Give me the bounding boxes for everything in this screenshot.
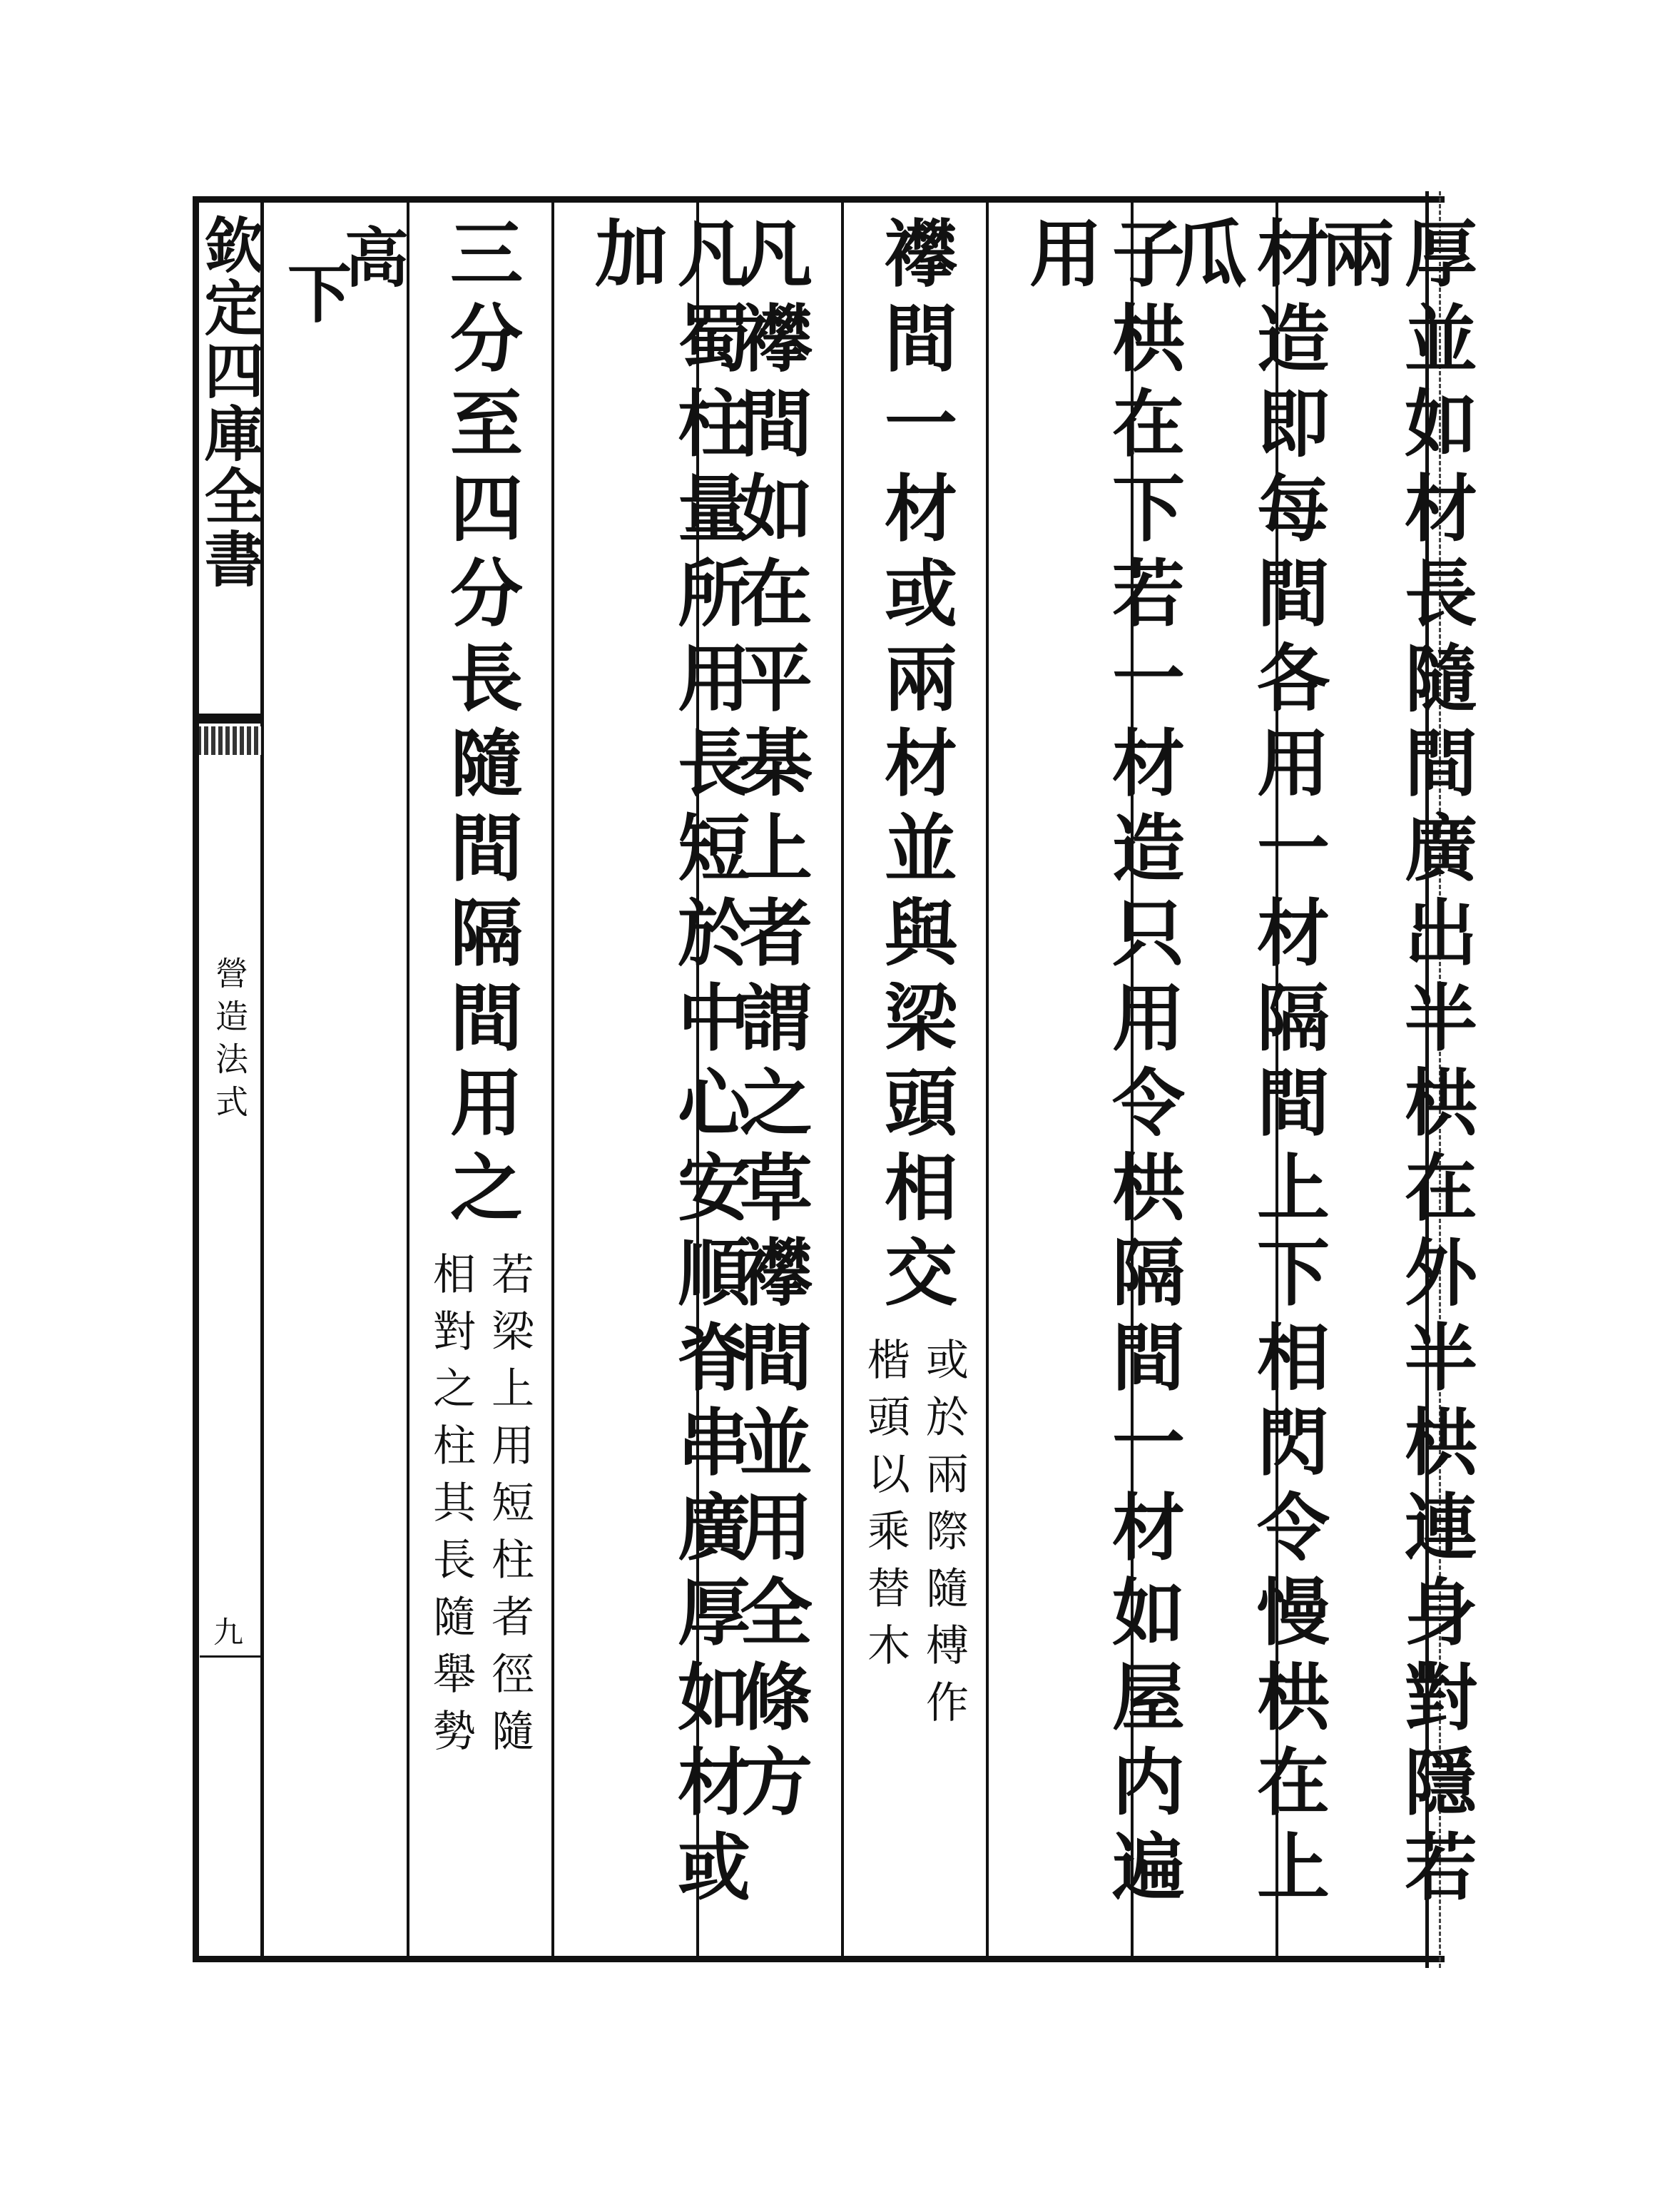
column-6-text: 凡蜀柱量所用長短於中心安順脊串廣厚如材或加 <box>583 215 751 1914</box>
text-column-3 <box>986 203 1186 1956</box>
fishtail-mark <box>197 714 261 724</box>
column-4-text: 襻間一材或兩材並與梁頭相交 <box>872 215 958 1319</box>
folio-rule <box>200 1655 260 1658</box>
column-8-char-2: 下 <box>276 260 352 331</box>
text-column-7 <box>407 203 551 1956</box>
text-column-6 <box>551 203 751 1956</box>
text-column-4 <box>841 203 986 1956</box>
column-2-text: 材造即每間各用一材隔間上下相閃令慢栱在上瓜 <box>1162 215 1330 1914</box>
column-4-note-right: 或於兩際隨榑作 <box>919 1337 969 1737</box>
column-3-text: 子栱在下若一材造只用令栱隔間一材如屋内遍用 <box>1017 215 1186 1914</box>
column-7-note-left: 相對之柱其長隨舉勢 <box>426 1252 476 1765</box>
text-column-1 <box>1275 203 1478 1956</box>
section-title: 營造法式 <box>210 956 249 1127</box>
text-column-8 <box>264 203 407 1956</box>
text-column-5 <box>696 203 841 1956</box>
text-columns <box>264 203 1478 1956</box>
book-title: 欽定四庫全書 <box>195 214 265 591</box>
column-4-note-left: 楷頭以乘替木 <box>860 1337 910 1680</box>
column-7-note-right: 若梁上用短柱者徑隨 <box>484 1252 534 1765</box>
folio-number: 九 <box>213 1615 243 1650</box>
column-1-text: 厚並如材長隨間廣出半栱在外半栱連身對隱若兩 <box>1310 215 1478 1914</box>
column-7-text: 三分至四分長隨間隔間用之 <box>438 215 524 1234</box>
text-column-2 <box>1131 203 1330 1956</box>
column-8-char-1: 高 <box>333 224 409 295</box>
fishtail-pattern <box>197 726 261 755</box>
column-5-text: 凡襻間如在平棊上者謂之草襻間並用全條方 <box>728 215 813 1829</box>
